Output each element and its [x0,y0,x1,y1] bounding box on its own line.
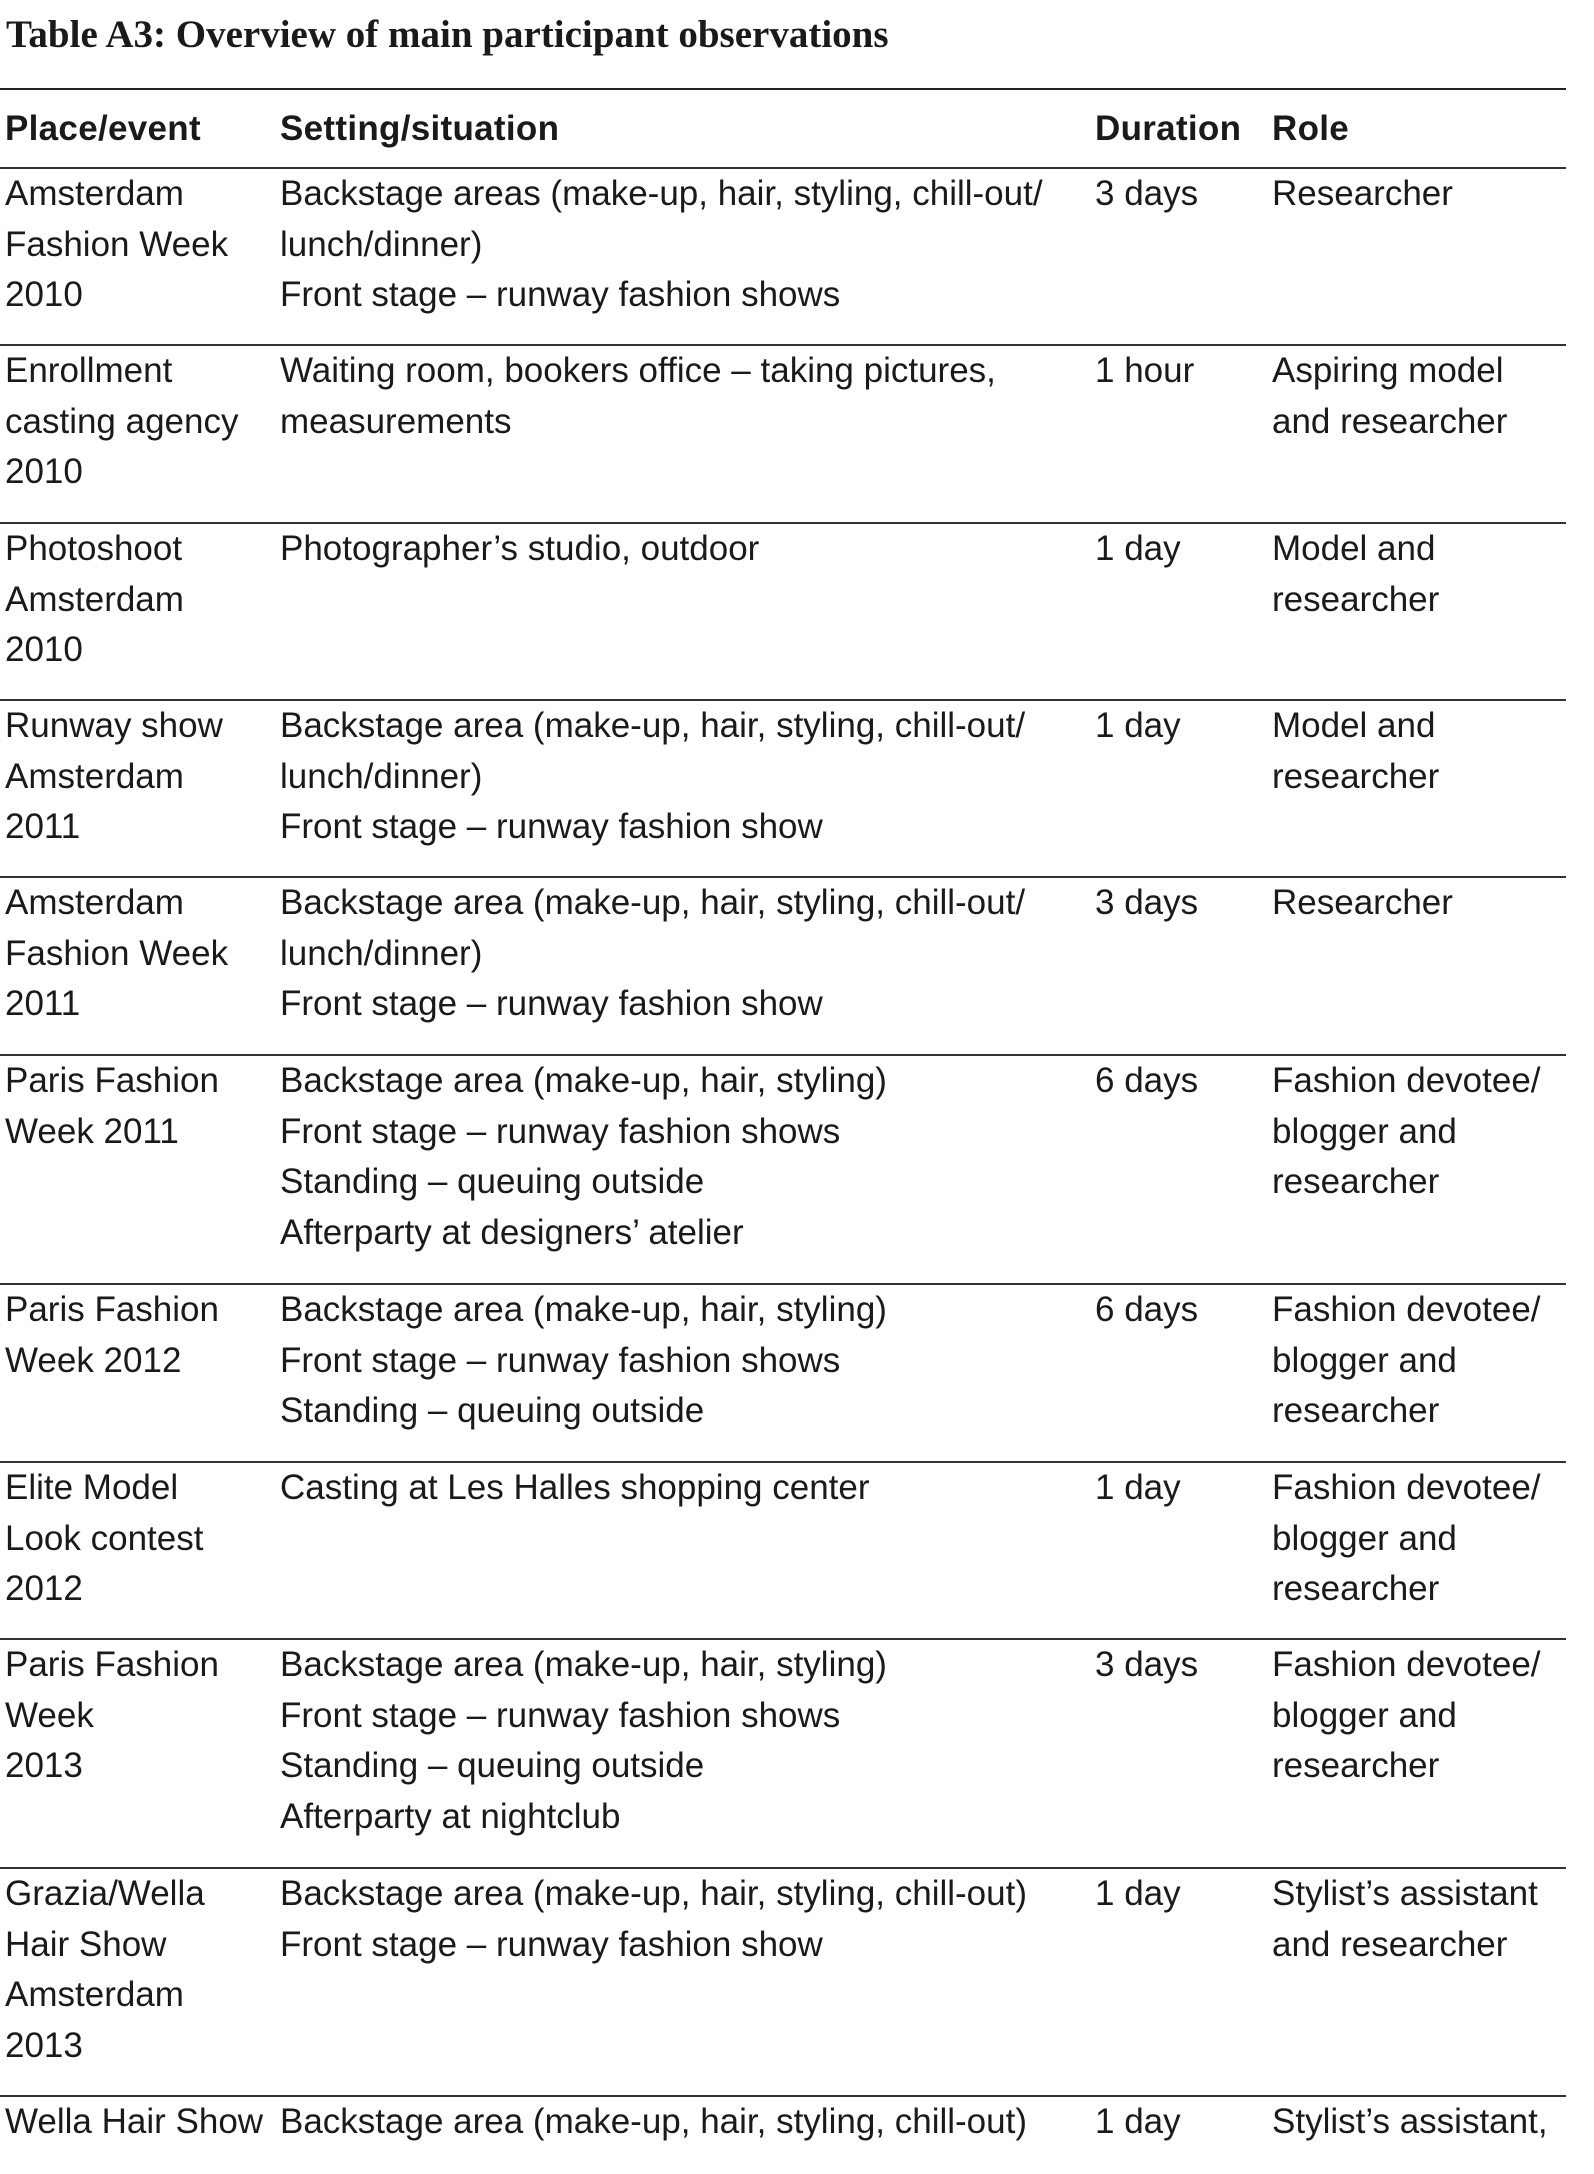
place-line: Look contest [5,1518,204,1558]
place-line: 2010 [5,275,83,314]
role-line: Stylist’s assistant, [1272,2102,1548,2141]
duration-line: 1 day [1095,1468,1181,1507]
duration-line: 3 days [1095,883,1199,922]
role-cell [1272,1056,1566,1283]
place-line: Paris Fashion [5,1290,219,1329]
duration-line: 1 day [1095,529,1181,568]
duration-cell [1095,169,1272,344]
place-line: Week [5,1695,94,1735]
setting-cell [280,524,1095,699]
setting-line: Backstage area (make-up, hair, styling) [280,1645,887,1684]
setting-cell [280,701,1095,876]
place-line: casting agency [5,401,239,441]
role-cell [1272,1285,1566,1461]
place-line: Runway show [5,706,223,745]
table-row [0,878,1566,1056]
table-row [0,2097,1566,2174]
duration-line: 6 days [1095,1290,1199,1329]
place-line: Enrollment [5,351,173,390]
duration-cell [1095,524,1272,699]
setting-line: Standing – queuing outside [280,1391,705,1430]
setting-line: Front stage – runway fashion shows [280,275,841,314]
role-line: researcher [1272,1569,1440,1608]
role-cell [1272,2097,1566,2174]
setting-line: measurements [280,401,512,441]
table-row [0,169,1566,346]
duration-line: 1 day [1095,1874,1181,1913]
place-line: 2012 [5,1569,83,1608]
place-line: Grazia/Wella [5,1874,205,1913]
duration-line: 3 days [1095,174,1199,213]
setting-line: Front stage – runway fashion shows [280,1695,841,1735]
place-cell [0,524,280,699]
role-line: Model and [1272,529,1436,568]
setting-line: Backstage area (make-up, hair, styling, chill-out) [280,2102,1027,2141]
setting-cell [280,1056,1095,1283]
role-cell [1272,701,1566,876]
setting-line: Front stage – runway fashion show [280,984,823,1023]
role-line: and researcher [1272,1924,1508,1964]
place-line: Photoshoot [5,529,183,568]
place-line: Amsterdam [5,174,184,213]
duration-cell [1095,878,1272,1054]
place-line: 2010 [5,630,83,669]
duration-line: 1 day [1095,706,1181,745]
setting-line: Casting at Les Halles shopping center [280,1468,870,1507]
place-line: Amsterdam [5,579,184,619]
role-line: Fashion devotee/ [1272,1061,1541,1100]
duration-cell [1095,2097,1272,2174]
role-line: Fashion devotee/ [1272,1645,1541,1684]
place-line: Paris Fashion [5,1061,219,1100]
place-cell [0,2097,280,2174]
place-cell [0,701,280,876]
duration-cell [1095,1285,1272,1461]
table-title: Table A3: Overview of main participant observations [6,13,889,56]
setting-line: Afterparty at designers’ atelier [280,1212,744,1252]
setting-line: Afterparty at nightclub [280,1796,621,1836]
duration-line: 6 days [1095,1061,1199,1100]
role-line: Stylist’s assistant [1272,1874,1538,1913]
role-line: blogger and [1272,1518,1457,1558]
place-line: 2010 [5,452,83,491]
place-cell [0,346,280,522]
place-line: Amsterdam [5,883,184,922]
table-row [0,701,1566,878]
place-cell [0,1056,280,1283]
duration-line: 3 days [1095,1645,1199,1684]
setting-cell [280,1463,1095,1638]
place-cell [0,1640,280,1867]
duration-cell [1095,1056,1272,1283]
duration-line: 1 day [1095,2102,1181,2141]
place-line: Paris Fashion [5,1645,219,1684]
role-cell [1272,346,1566,522]
place-line: 2011 [5,984,81,1023]
setting-line: Front stage – runway fashion show [280,1924,823,1964]
role-line: researcher [1272,1162,1440,1201]
setting-line: Backstage area (make-up, hair, styling, chill-out/ [280,883,1026,922]
place-cell [0,1463,280,1638]
role-cell [1272,1463,1566,1638]
role-line: blogger and [1272,1111,1457,1151]
role-cell [1272,1869,1566,2095]
role-cell [1272,878,1566,1054]
setting-cell [280,346,1095,522]
place-cell [0,1285,280,1461]
role-line: Researcher [1272,174,1453,213]
table-row [0,524,1566,701]
role-line: Fashion devotee/ [1272,1468,1541,1507]
table-row [0,1056,1566,1285]
table-header-row [0,90,1566,169]
place-line: Wella Hair Show [5,2102,264,2141]
duration-cell [1095,346,1272,522]
setting-cell [280,878,1095,1054]
setting-line: Waiting room, bookers office – taking pictures, [280,351,996,390]
role-cell [1272,1640,1566,1867]
setting-cell [280,1640,1095,1867]
role-line: Fashion devotee/ [1272,1290,1541,1329]
place-line: 2013 [5,2025,83,2065]
setting-line: Backstage area (make-up, hair, styling, chill-out) [280,1874,1027,1913]
role-line: researcher [1272,579,1440,619]
setting-cell [280,169,1095,344]
table-row [0,346,1566,524]
setting-line: lunch/dinner) [280,756,483,796]
setting-line: Backstage area (make-up, hair, styling) [280,1290,887,1329]
setting-cell [280,2097,1095,2174]
role-line: Researcher [1272,883,1453,922]
role-line: Aspiring model [1272,351,1504,390]
setting-line: Front stage – runway fashion shows [280,1111,841,1151]
role-cell [1272,524,1566,699]
role-line: and researcher [1272,401,1508,441]
table-row [0,1869,1566,2097]
observations-table [0,88,1566,2174]
setting-line: Photographer’s studio, outdoor [280,529,760,568]
place-line: 2013 [5,1746,83,1785]
role-line: blogger and [1272,1340,1457,1380]
place-line: 2011 [5,807,81,846]
setting-cell [280,1285,1095,1461]
duration-cell [1095,1640,1272,1867]
place-line: Week 2012 [5,1340,182,1380]
place-line: Week 2011 [5,1111,179,1151]
setting-line: lunch/dinner) [280,224,483,264]
duration-cell [1095,1463,1272,1638]
role-line: researcher [1272,1746,1440,1785]
place-cell [0,1869,280,2095]
place-cell [0,878,280,1054]
place-line: Fashion Week [5,224,229,264]
header-role: Role [1272,109,1350,148]
setting-line: Standing – queuing outside [280,1162,705,1201]
duration-cell [1095,1869,1272,2095]
place-line: Hair Show [5,1924,167,1964]
setting-line: Backstage areas (make-up, hair, styling, chill-out/ [280,174,1043,213]
header-place: Place/event [5,109,201,148]
place-line: Amsterdam [5,756,184,796]
duration-line: 1 hour [1095,351,1195,390]
header-duration: Duration [1095,109,1242,148]
setting-line: Backstage area (make-up, hair, styling) [280,1061,887,1100]
duration-cell [1095,701,1272,876]
setting-line: Backstage area (make-up, hair, styling, chill-out/ [280,706,1026,745]
role-line: researcher [1272,1391,1440,1430]
setting-line: Front stage – runway fashion show [280,807,823,846]
place-line: Elite Model [5,1468,179,1507]
table-row [0,1463,1566,1640]
role-line: blogger and [1272,1695,1457,1735]
setting-line: Front stage – runway fashion shows [280,1340,841,1380]
place-cell [0,169,280,344]
setting-line: Standing – queuing outside [280,1746,705,1785]
role-line: researcher [1272,756,1440,796]
role-cell [1272,169,1566,344]
setting-line: lunch/dinner) [280,933,483,973]
place-line: Fashion Week [5,933,229,973]
header-setting: Setting/situation [280,109,560,148]
table-row [0,1640,1566,1869]
table-row [0,1285,1566,1463]
setting-cell [280,1869,1095,2095]
table-body [0,169,1566,2174]
role-line: Model and [1272,706,1436,745]
place-line: Amsterdam [5,1975,184,2014]
